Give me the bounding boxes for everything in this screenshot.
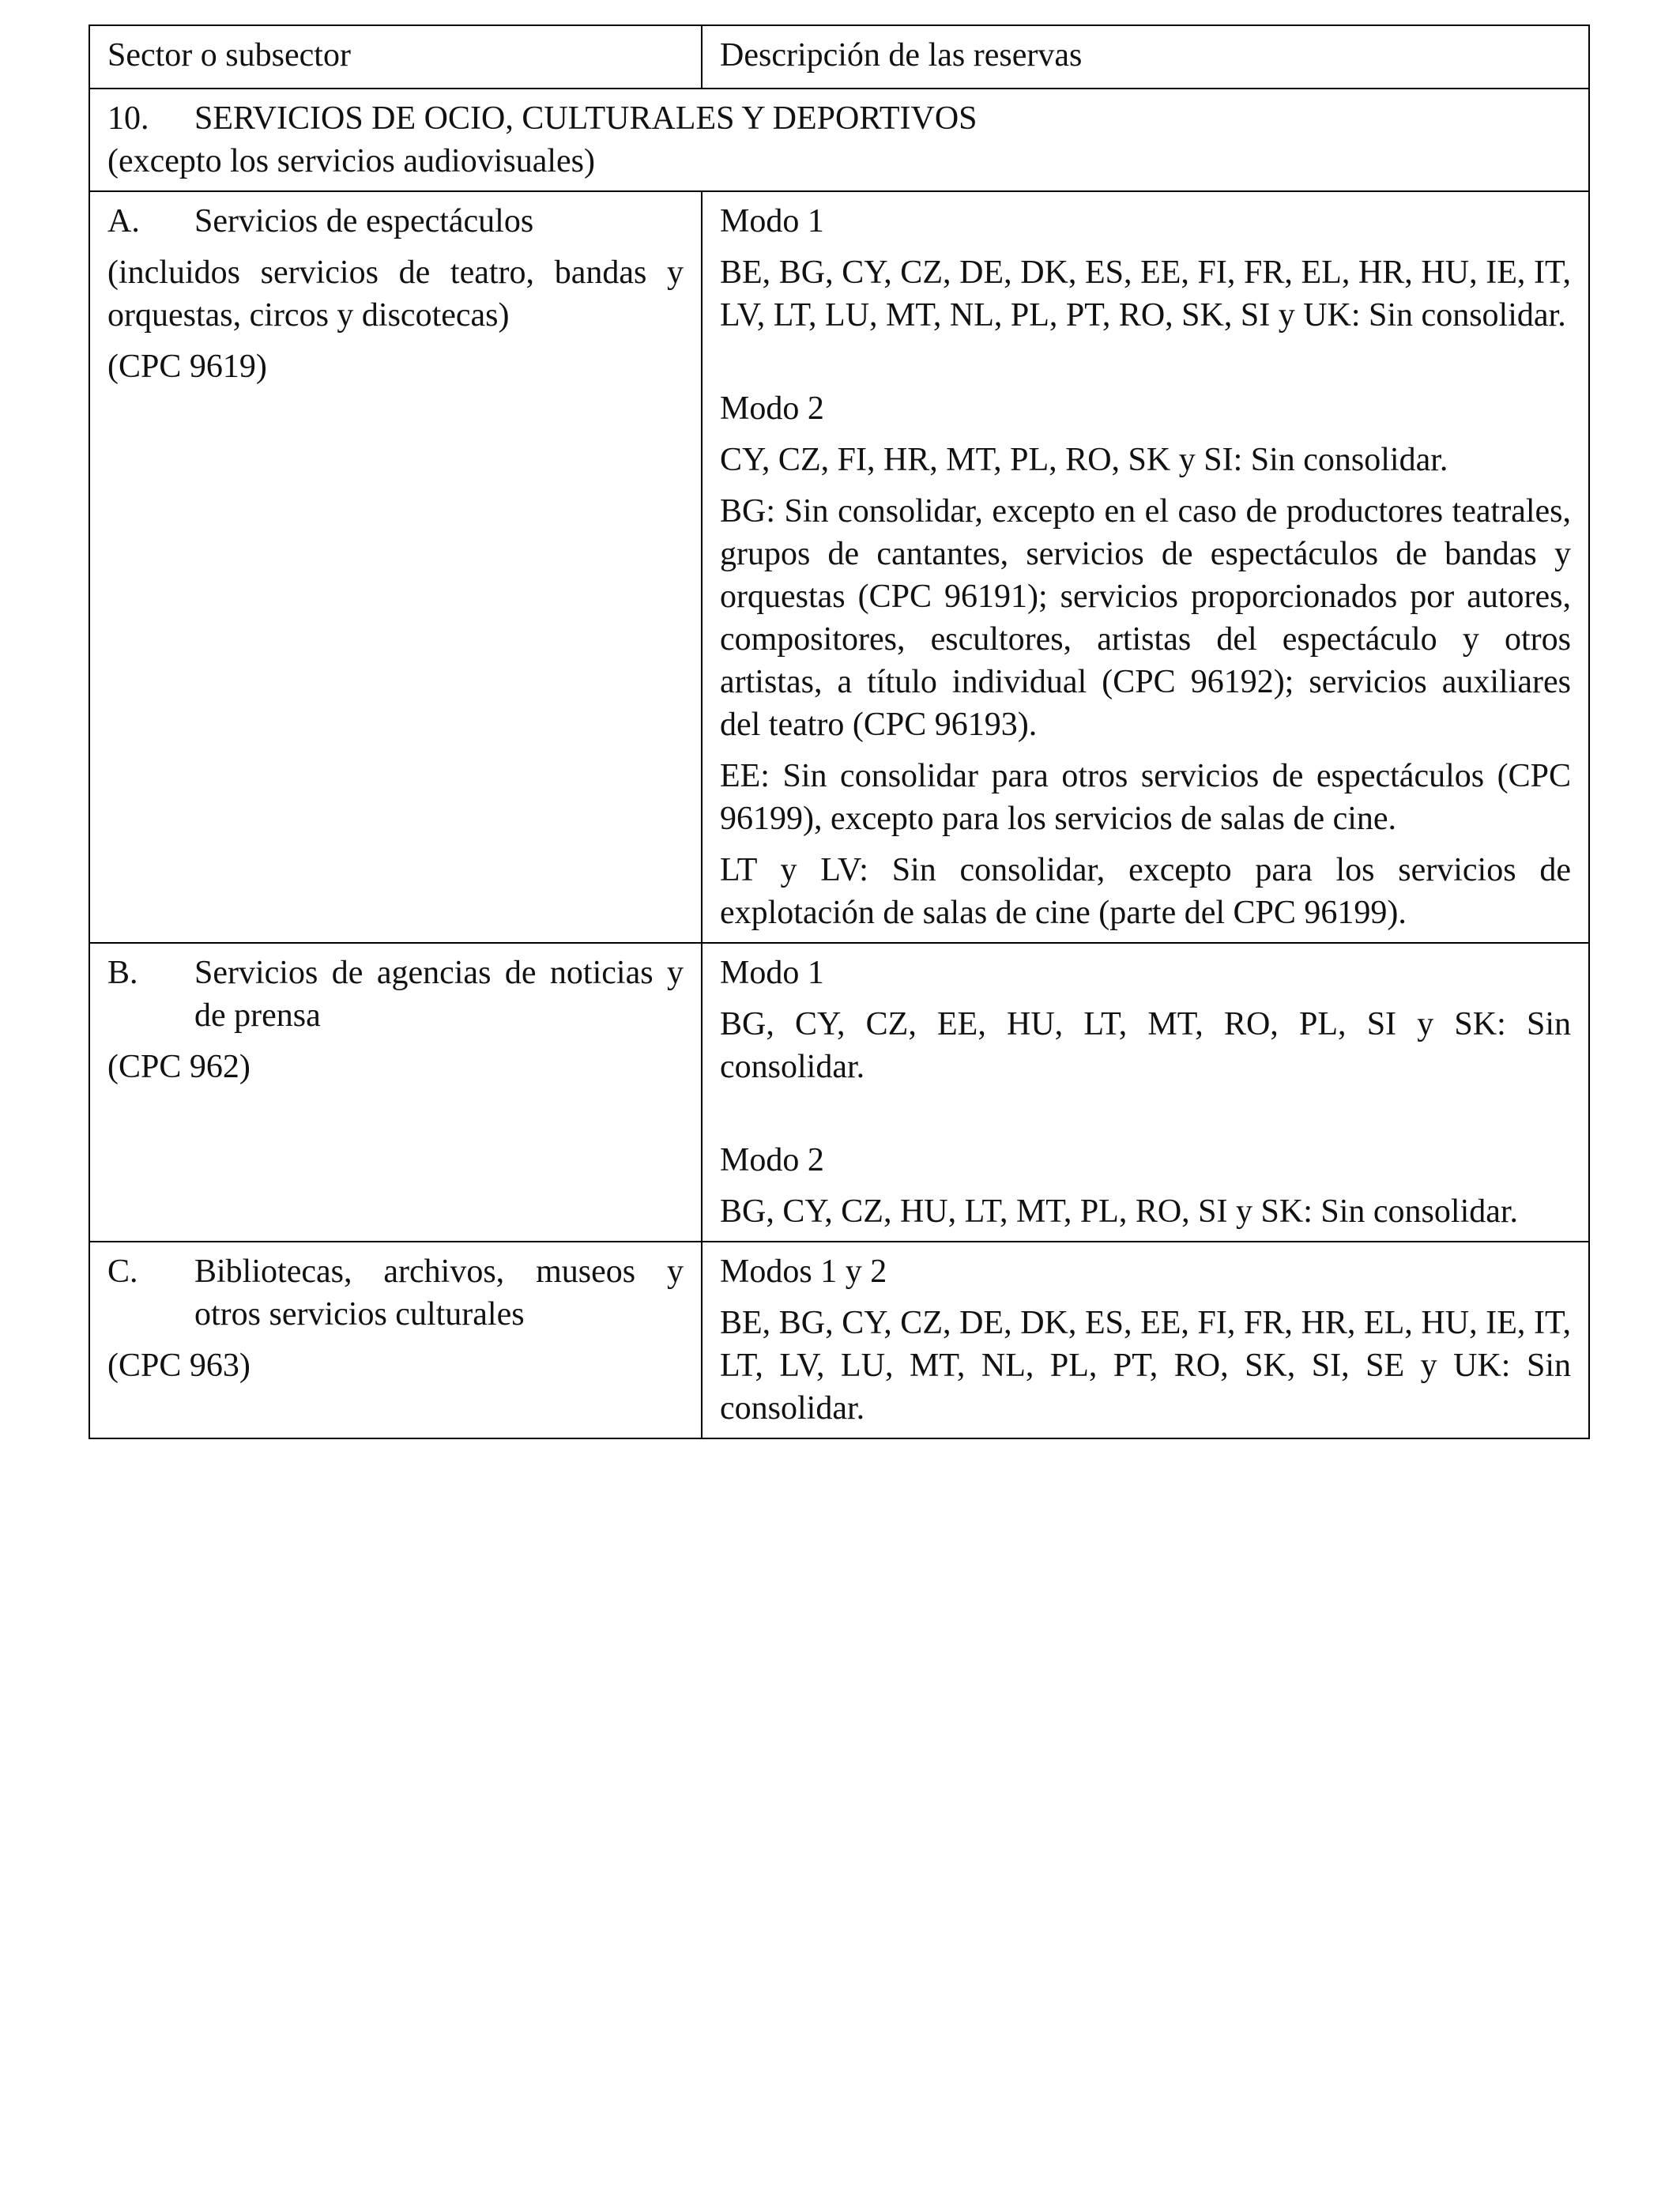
mode-block (720, 952, 1571, 1088)
mode-block (720, 1139, 1571, 1233)
mode-label: Modo 1 (720, 203, 824, 239)
subsector-cpc-c: (CPC 963) (107, 1348, 250, 1384)
reservation-paragraph: BE, BG, CY, CZ, DE, DK, ES, EE, FI, FR, HR, EL, HU, IE, IT, LT, LV, LU, MT, NL, PL, PT, RO, SK, SI, SE y UK: Sin consolidar. (720, 1305, 1571, 1427)
sector-cell-a (89, 191, 702, 943)
subsector-heading-c (107, 1250, 684, 1336)
description-cell-b (702, 943, 1589, 1242)
subsector-title-c: Bibliotecas, archivos, museos y otros servicios culturales (194, 1253, 684, 1333)
subsector-heading-b (107, 952, 684, 1037)
subsector-cpc-b: (CPC 962) (107, 1049, 250, 1085)
table-header-row (89, 25, 1589, 89)
subsector-letter-a: A. (107, 203, 140, 239)
reservation-paragraph: BG, CY, CZ, EE, HU, LT, MT, RO, PL, SI y SK: Sin consolidar. (720, 1006, 1571, 1085)
description-cell-a (702, 191, 1589, 943)
reservation-paragraph: CY, CZ, FI, HR, MT, PL, RO, SK y SI: Sin consolidar. (720, 442, 1448, 478)
subsector-cpc-a: (CPC 9619) (107, 349, 267, 385)
mode-label: Modo 2 (720, 390, 824, 427)
subsector-title-b: Servicios de agencias de noticias y de prensa (194, 955, 684, 1034)
header-description-label: Descripción de las reservas (720, 37, 1083, 74)
section-title: SERVICIOS DE OCIO, CULTURALES Y DEPORTIVOS (194, 100, 977, 137)
subsector-title-a: Servicios de espectáculos (194, 203, 534, 239)
header-description-cell (702, 25, 1589, 89)
section-number: 10. (107, 100, 149, 137)
mode-label: Modo 1 (720, 955, 824, 991)
subsector-detail-a: (incluidos servicios de teatro, bandas y orquestas, circos y discotecas) (107, 254, 684, 334)
section-cell (89, 89, 1589, 191)
subsector-letter-c: C. (107, 1253, 138, 1290)
table-row (89, 943, 1589, 1242)
description-cell-c (702, 1242, 1589, 1438)
reservation-paragraph: EE: Sin consolidar para otros servicios de espectáculos (CPC 96199), excepto para los servicios de salas de cine. (720, 758, 1571, 837)
reservation-paragraph: BG: Sin consolidar, excepto en el caso de productores teatrales, grupos de cantantes, servicios de espectáculos de bandas y orquestas (CPC 96191); servicios proporcionados por autores, compositores, escultores, artistas del espectáculo y otros artistas, a título individual (CPC 96192); servicios auxiliares del teatro (CPC 96193). (720, 493, 1571, 743)
section-note: (excepto los servicios audiovisuales) (107, 143, 595, 179)
table-row (89, 1242, 1589, 1438)
section-heading (107, 97, 1571, 140)
mode-block (720, 200, 1571, 337)
subsector-letter-b: B. (107, 955, 138, 991)
header-sector-label: Sector o subsector (107, 37, 351, 74)
mode-label: Modos 1 y 2 (720, 1253, 887, 1290)
section-row (89, 89, 1589, 191)
subsector-heading-a (107, 200, 684, 243)
table-row (89, 191, 1589, 943)
reservation-paragraph: BG, CY, CZ, HU, LT, MT, PL, RO, SI y SK: Sin consolidar. (720, 1193, 1519, 1230)
reservations-table (89, 25, 1590, 1439)
header-sector-cell (89, 25, 702, 89)
mode-label: Modo 2 (720, 1142, 824, 1178)
sector-cell-b (89, 943, 702, 1242)
reservation-paragraph: BE, BG, CY, CZ, DE, DK, ES, EE, FI, FR, EL, HR, HU, IE, IT, LV, LT, LU, MT, NL, PL, PT, RO, SK, SI y UK: Sin consolidar. (720, 254, 1571, 334)
sector-cell-c (89, 1242, 702, 1438)
mode-block (720, 1250, 1571, 1430)
reservation-paragraph: LT y LV: Sin consolidar, excepto para los servicios de explotación de salas de cine (parte del CPC 96199). (720, 852, 1571, 931)
mode-block (720, 387, 1571, 934)
